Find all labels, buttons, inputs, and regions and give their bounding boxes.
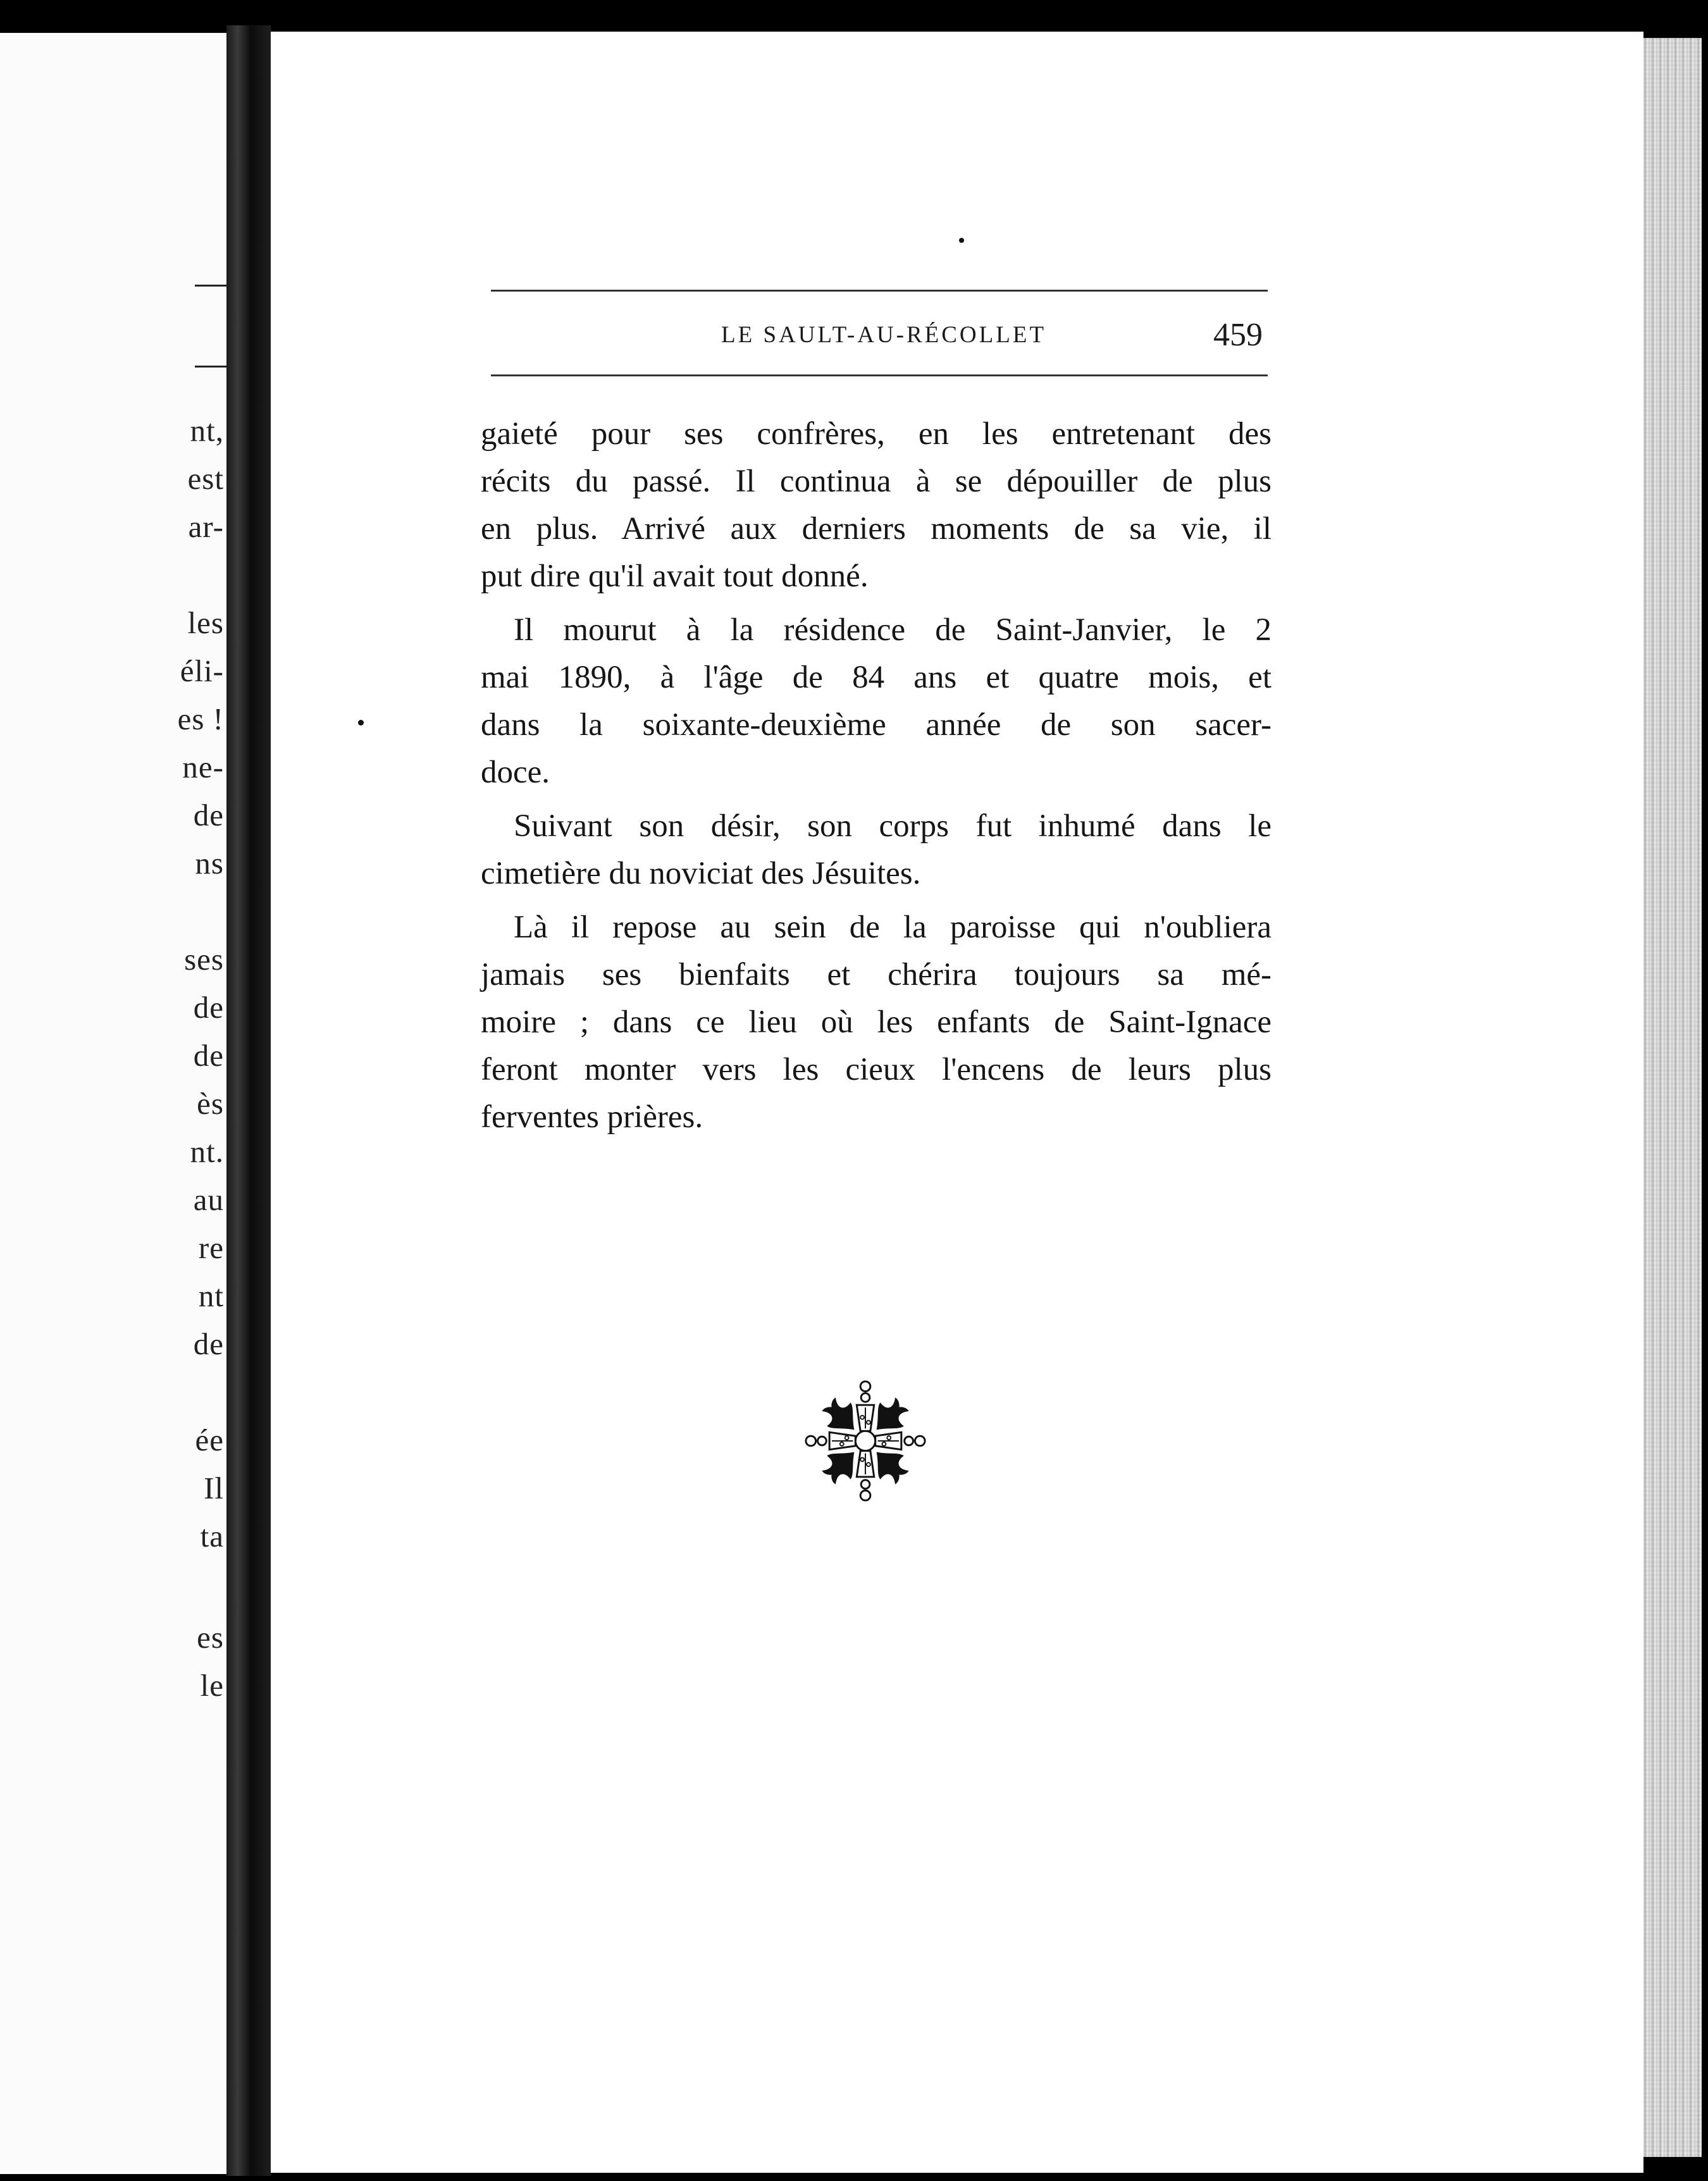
facing-page-fragment: les [187,605,224,640]
text-line: Suivant son désir, son corps fut inhumé dans le [514,808,1272,844]
facing-page-fragment: nt [198,1278,224,1313]
running-title: LE SAULT-AU-RÉCOLLET [721,322,1047,348]
facing-page-fragment: ée [195,1423,224,1457]
facing-page [0,33,226,2174]
facing-page-fragment: éli- [180,653,224,688]
text-line: cimetière du noviciat des Jésuites. [481,856,921,891]
facing-page-fragment: nt, [190,413,224,448]
facing-page-fragment: ar- [188,509,224,544]
page-number: 459 [1213,317,1263,353]
facing-page-second-rule [195,366,226,368]
facing-page-fragment: de [193,798,224,832]
print-speck [959,238,964,243]
facing-page-fragment: de [193,990,224,1025]
facing-page-fragment: nt. [190,1134,224,1169]
facing-page-fragment: es [197,1620,224,1655]
facing-page-fragment: ns [195,846,224,880]
text-line: jamais ses bienfaits et chérira toujours sa mé- [481,957,1272,992]
print-speck [358,720,364,726]
text-line: Il mourut à la résidence de Saint-Janvier, le 2 [514,612,1272,648]
facing-page-fragment: est [187,461,224,496]
text-line: Là il repose au sein de la paroisse qui n'oubliera [514,910,1272,945]
facing-page-fragment: re [198,1230,224,1265]
facing-page-fragment: ès [197,1086,224,1121]
text-line: put dire qu'il avait tout donné. [481,559,869,594]
text-line: mai 1890, à l'âge de 84 ans et quatre mois, et [481,660,1272,695]
text-line: moire ; dans ce lieu où les enfants de Saint-Ignace [481,1004,1272,1040]
fleuron-cross-ornament-icon [803,1379,927,1503]
facing-page-fragment: ne- [182,750,224,784]
facing-page-fragment: le [200,1668,224,1703]
facing-page-fragment: de [193,1326,224,1361]
running-head-bottom-rule [491,374,1268,376]
text-line: récits du passé. Il continua à se dépouiller de plus [481,464,1272,499]
book-gutter [226,25,271,2176]
page-edges [1643,38,1702,2157]
facing-page-fragment: es ! [177,701,224,736]
facing-page-fragment: ta [200,1519,224,1554]
text-line: dans la soixante-deuxième année de son sacer- [481,707,1272,743]
running-head-top-rule [491,290,1268,292]
text-line: feront monter vers les cieux l'encens de leurs plus [481,1052,1272,1087]
text-line: gaieté pour ses confrères, en les entretenant des [481,416,1272,452]
facing-page-fragment: Il [204,1471,224,1505]
facing-page-fragment: de [193,1038,224,1073]
facing-page-fragment: ses [184,942,224,977]
text-line: ferventes prières. [481,1099,703,1135]
facing-page-fragment: au [193,1182,224,1217]
facing-page-top-rule [195,285,226,287]
text-line: doce. [481,755,550,790]
text-line: en plus. Arrivé aux derniers moments de sa vie, il [481,511,1272,547]
